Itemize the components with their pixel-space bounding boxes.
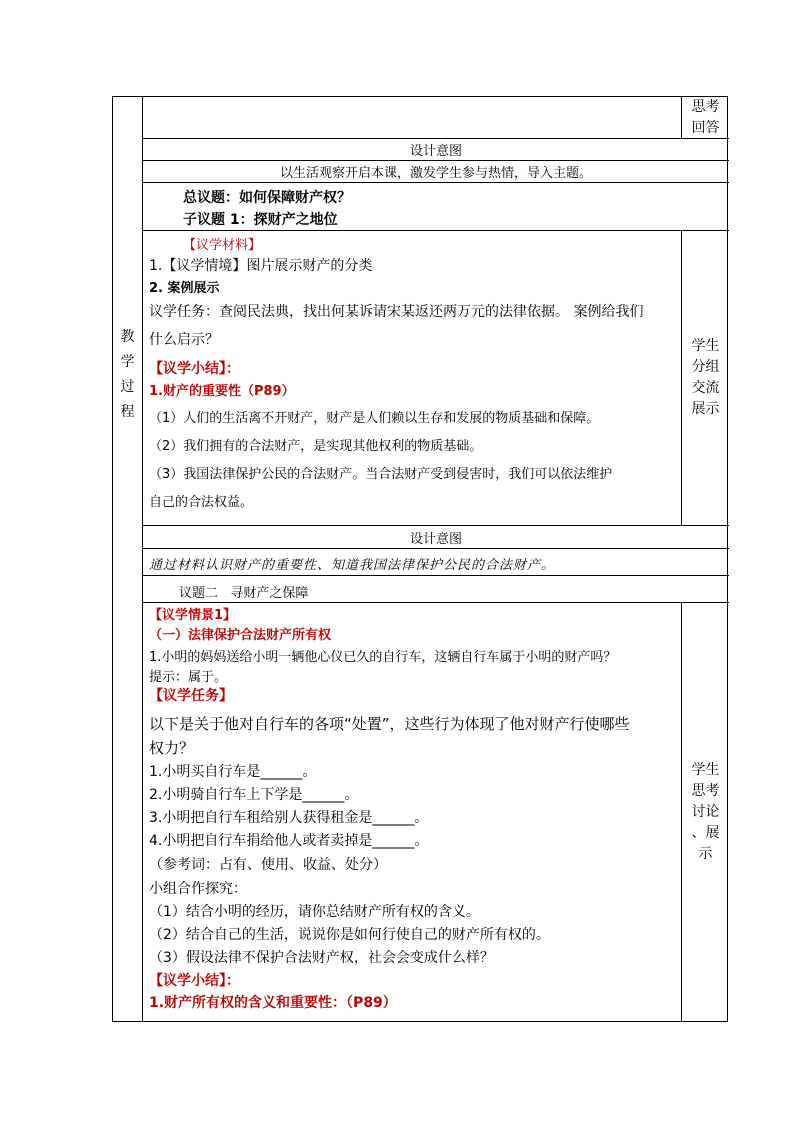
design-intent-title: 设计意图: [409, 144, 462, 159]
protection-line: 以下是关于他对自行车的各项“处置”，这些行为体现了他对财产行使哪些: [149, 715, 630, 733]
protection-line: （1）结合小明的经历，请你总结财产所有权的含义。: [149, 904, 480, 920]
side-column: [113, 97, 143, 1021]
protection-line: （参考词：占有、使用、收益、处分）: [149, 857, 387, 873]
activity-label-line: 讨论: [691, 803, 720, 820]
row-design-intent-header-2: [143, 526, 729, 549]
row-study-material: [143, 231, 729, 526]
activity-label-line: 示: [698, 845, 713, 862]
row-topic-2: [143, 576, 729, 603]
protection-line: （2）结合自己的生活，说说你是如何行使自己的财产所有权的。: [149, 927, 550, 943]
protection-line: 小组合作探究：: [149, 881, 247, 897]
protection-line: 1.小明的妈妈送给小明一辆他心仪已久的自行车，这辆自行车属于小明的财产吗？: [149, 650, 617, 665]
lesson-plan-table: [112, 96, 728, 1022]
topic-cell: [143, 183, 729, 230]
row-right-cell: [681, 603, 729, 1021]
row-design-intent-text-2: [143, 549, 729, 576]
activity-label: [686, 760, 726, 865]
row-design-intent-text: [143, 161, 729, 183]
activity-label-line: 分组: [691, 359, 720, 375]
protection-line: 【议学小结】：: [149, 973, 240, 989]
overall-topic: 总议题：如何保障财产权？: [183, 190, 351, 206]
activity-label-line: 回答: [691, 119, 720, 136]
protection-line: （3）假设法律不保护合法财产权，社会会变成什么样？: [149, 950, 494, 966]
protection-line: 2.小明骑自行车上下学是______。: [149, 787, 359, 803]
protection-line: 【议学情景1】: [149, 608, 237, 623]
side-label-char: 学: [120, 354, 135, 370]
activity-label-line: 思考: [691, 782, 720, 799]
property-protection-cell: [143, 603, 681, 1021]
protection-line: 【议学任务】: [149, 688, 233, 704]
protection-line: （一）法律保护合法财产所有权: [149, 628, 332, 643]
material-line: （2）我们拥有的合法财产，是实现其他权利的物质基础。: [149, 439, 483, 454]
material-line: 自己的合法权益。: [149, 495, 254, 510]
row-design-intent-header: [143, 139, 729, 161]
row-property-protection: [143, 603, 729, 1021]
side-label-teaching-process: [113, 325, 142, 425]
row-topic: [143, 183, 729, 231]
material-line: 1.财产的重要性（P89）: [149, 384, 295, 399]
material-line: （1）人们的生活离不开财产，财产是人们赖以生存和发展的物质基础和保障。: [149, 411, 600, 426]
side-label-char: 过: [120, 379, 135, 395]
protection-line: 1.财产所有权的含义和重要性：（P89）: [149, 995, 397, 1011]
row-think-answer: [143, 97, 729, 139]
topic-2-cell: [143, 576, 729, 602]
protection-line: 提示：属于。: [149, 670, 228, 685]
protection-line: 1.小明买自行车是______。: [149, 764, 317, 780]
side-label-char: 程: [120, 404, 135, 420]
protection-line: 4.小明把自行车捐给他人或者卖掉是______。: [149, 833, 429, 849]
design-intent-text: 以生活观察开启本课，激发学生参与热情，导入主题。: [279, 166, 592, 181]
study-material-cell: [143, 231, 681, 525]
activity-label-line: 交流: [691, 380, 720, 396]
material-line: 什么启示？: [149, 332, 219, 348]
material-line: 2. 案例展示: [149, 281, 220, 296]
topic-2-title: 议题二 寻财产之保障: [179, 586, 309, 601]
activity-label-line: 展示: [691, 401, 720, 417]
activity-label: [686, 336, 726, 420]
material-line: 1.【议学情境】图片展示财产的分类: [149, 258, 373, 274]
activity-label-line: 学生: [691, 761, 720, 778]
material-line: （3）我国法律保护公民的合法财产。当合法财产受到侵害时，我们可以依法维护: [149, 467, 613, 482]
side-label-char: 教: [120, 329, 135, 345]
activity-label: [686, 97, 726, 139]
material-line: 【议学材料】: [183, 238, 262, 253]
activity-label-line: 学生: [691, 338, 720, 354]
row-right-cell: [681, 97, 729, 138]
protection-line: 3.小明把自行车租给别人获得租金是______。: [149, 810, 429, 826]
row-right-cell: [681, 231, 729, 525]
sub-topic-1: 子议题 1：探财产之地位: [183, 212, 338, 228]
material-line: 【议学小结】：: [149, 361, 240, 377]
row-main-empty: [143, 97, 681, 138]
design-intent-title: 设计意图: [409, 531, 462, 547]
activity-label-line: 思考: [691, 98, 720, 115]
activity-label-line: 、展: [691, 824, 720, 841]
design-intent-text: 通过材料认识财产的重要性、知道我国法律保护公民的合法财产。: [149, 558, 556, 573]
material-line: 议学任务：查阅民法典，找出何某诉请宋某返还两万元的法律依据。 案例给我们: [149, 304, 644, 320]
protection-line: 权力？: [149, 739, 195, 757]
design-intent-text-cell: [143, 549, 729, 575]
